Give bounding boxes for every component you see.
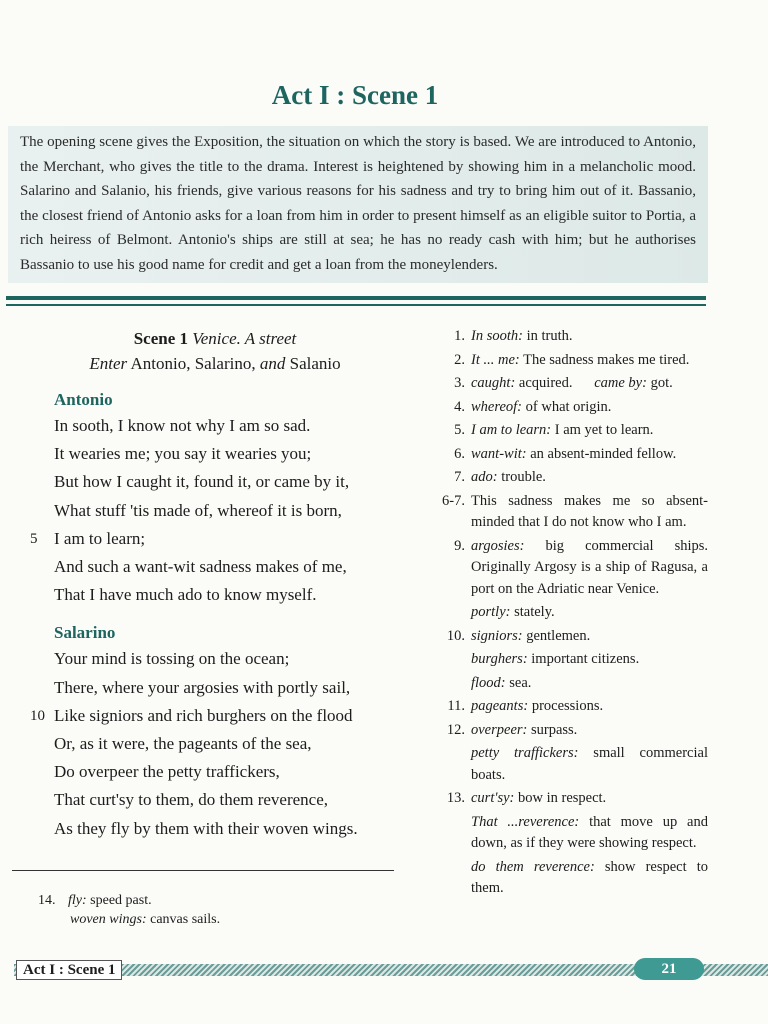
- gloss-item: 5. I am to learn: I am yet to learn.: [454, 422, 654, 438]
- speaker-name: Salarino: [54, 623, 116, 643]
- gloss-item: 10. signiors: gentlemen.: [446, 627, 591, 644]
- page-footer: [14, 958, 768, 982]
- gloss-item: 12. overpeer: surpass.: [446, 721, 578, 738]
- gloss-item: 6-7. This sadness makes me so absent-minded that I do not know who I am.: [442, 492, 708, 530]
- and-word: and: [259, 354, 286, 373]
- divider-band: [6, 296, 706, 306]
- scene-label: Scene 1: [133, 329, 188, 348]
- verse-line: It wearies me; you say it wearies you;: [54, 444, 312, 464]
- line-number: 10: [30, 707, 45, 724]
- footnote-rule: [12, 870, 394, 871]
- scene-location: Venice. A street: [192, 329, 297, 348]
- gloss-subitem: portly: stately.: [471, 604, 555, 620]
- verse-line: 5 I am to learn;: [20, 525, 400, 553]
- page-title: Act I : Scene 1: [271, 80, 439, 110]
- characters-b: Salanio: [289, 354, 341, 373]
- enter-word: Enter: [89, 354, 128, 373]
- gloss-subitem: That ...reverence: that move up and down, as if they were showing respect.: [471, 813, 708, 851]
- page-number-badge: 21: [634, 958, 704, 980]
- gloss-item: 13. curt'sy: bow in respect.: [446, 790, 607, 806]
- speaker-name: Antonio: [54, 390, 113, 409]
- gloss-subitem: do them reverence: show respect to them.: [471, 858, 709, 896]
- intro-paragraph: The opening scene gives the Exposition, the situation on which the story is based. We are introduced to Antonio, the Merchant, who gives the title to the drama. Interest is heightened by showing him in a melancholic mood. Salarino and Salanio, his friends, give various reasons for his sadness and try to bring him out of it. Bassanio, the closest friend of Antonio asks for a loan from him in order to present himself as an eligible suitor to Portia, a rich heiress of Belmont. Antonio's ships are still at sea; he has no ready cash with him; but he authorises Bassanio to use his good name for credit and get a loan from the moneylenders.: [20, 134, 696, 273]
- verse-line: Or, as it were, the pageants of the sea,: [54, 734, 312, 754]
- gloss-item: 3. caught: acquired. came by: got.: [454, 375, 673, 391]
- gloss-subitem: petty traffickers: small commercial boats.: [471, 745, 708, 783]
- gloss-item: 2. It ... me: The sadness makes me tired.: [454, 351, 690, 368]
- gloss-subitem: burghers: important citizens.: [471, 651, 640, 667]
- footnote: 14. fly: speed past.: [38, 893, 152, 908]
- verse-line: 10 Like signiors and rich burghers on the flood: [20, 702, 400, 730]
- gloss-item: 11. pageants: processions.: [447, 698, 604, 714]
- verse-line: What stuff 'tis made of, whereof it is born,: [54, 500, 342, 520]
- scene-heading: [30, 326, 400, 376]
- footer-label: Act I : Scene 1: [16, 960, 122, 980]
- gloss-item: 6. want-wit: an absent-minded fellow.: [454, 445, 677, 462]
- verse-line: But how I caught it, found it, or came by it,: [54, 472, 350, 492]
- verse-line: Do overpeer the petty traffickers,: [54, 762, 280, 782]
- verse-line: That I have much ado to know myself.: [54, 585, 317, 605]
- verse-line: And such a want-wit sadness makes of me,: [54, 557, 347, 577]
- gloss-item: 1. In sooth: in truth.: [454, 328, 573, 344]
- verse-line: There, where your argosies with portly sail,: [54, 677, 351, 697]
- gloss-subitem: flood: sea.: [471, 674, 532, 691]
- verse-line: That curt'sy to them, do them reverence,: [54, 790, 329, 810]
- gloss-item: 4. whereof: of what origin.: [454, 398, 612, 415]
- verse-line: Your mind is tossing on the ocean;: [54, 649, 290, 669]
- gloss-item: 7. ado: trouble.: [454, 469, 546, 485]
- stage-direction: [30, 351, 400, 376]
- footnotes: [38, 891, 220, 929]
- verse-line: In sooth, I know not why I am so sad.: [54, 416, 311, 435]
- verse-line: As they fly by them with their woven wings.: [54, 818, 358, 838]
- characters-a: Antonio, Salarino,: [130, 354, 256, 373]
- footnote: woven wings: canvas sails.: [70, 912, 221, 927]
- line-number: 5: [30, 530, 38, 547]
- glossary-column: [430, 326, 708, 902]
- intro-box: [8, 126, 708, 283]
- gloss-item: 9. argosies: big commercial ships. Originally Argosy is a ship of Ragusa, a port on the Adriatic near Venice.: [454, 537, 709, 597]
- play-text-column: [20, 326, 400, 843]
